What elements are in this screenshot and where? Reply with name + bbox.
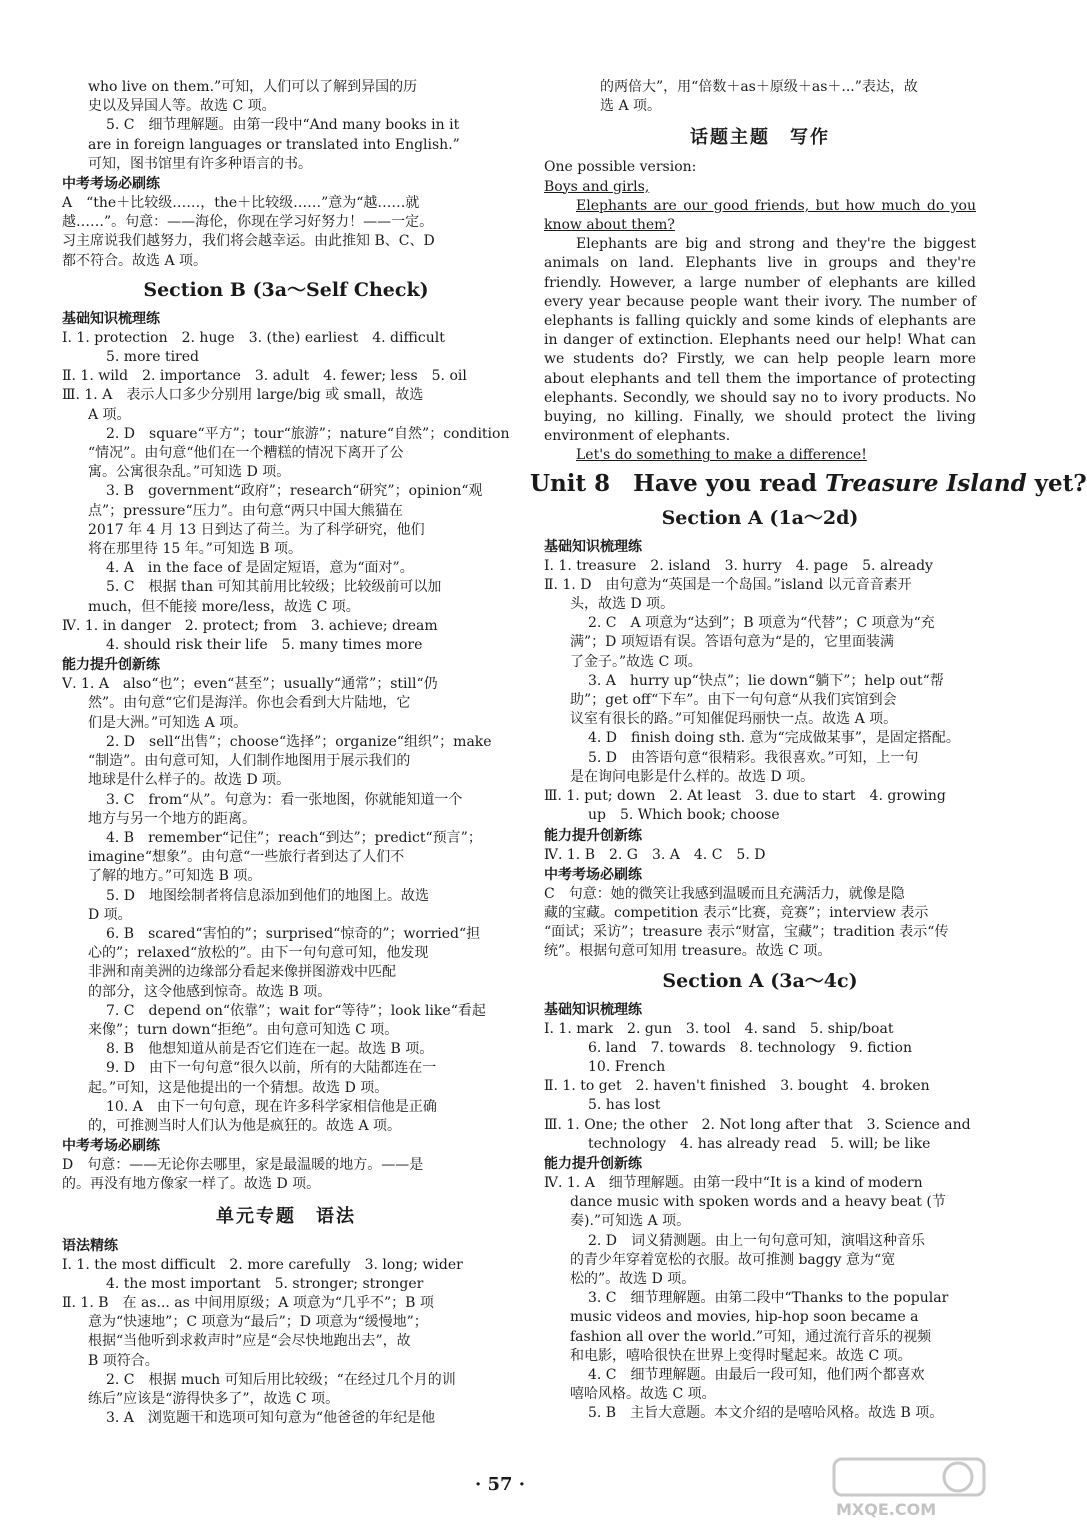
text-line: 5. more tired: [106, 349, 199, 366]
section-heading: 能力提升创新练: [62, 657, 160, 674]
text-line: 了金子。”故选 C 项。: [570, 653, 702, 670]
section-heading: 中考考场必刷练: [544, 866, 642, 883]
text-line: 地球是什么样子的。故选 D 项。: [88, 772, 291, 789]
text-line: 史以及异国人等。故选 C 项。: [88, 98, 276, 115]
text-line: 4. should risk their life 5. many times more: [106, 637, 423, 654]
text-line: Ⅲ. 1. put; down 2. At least 3. due to start 4. growing: [544, 788, 946, 805]
section-heading: 中考考场必刷练: [62, 1138, 160, 1155]
text-line: 松的”。故选 D 项。: [570, 1270, 696, 1287]
text-line: 根据“当他听到求救声时”应是“会尽快地跑出去”，故: [88, 1333, 411, 1350]
text-line: Ⅱ. 1. D 由句意为“英国是一个岛国。”island 以元音音素开: [544, 576, 912, 593]
text-line: “情况”。由句意“他们在一个糟糕的情况下离开了公: [88, 445, 404, 462]
text-line: 心的”；relaxed“放松的”。由下一句句意可知，他发现: [88, 945, 429, 962]
section-heading: 基础知识梳理练: [544, 538, 642, 555]
text-line: 5. D 地图绘制者将信息添加到他们的地图上。故选: [106, 887, 430, 904]
text-line: 头，故选 D 项。: [570, 596, 675, 613]
text-line: 2. D 词义猜测题。由上一句句意可知，演唱这种音乐: [588, 1232, 926, 1249]
section-title: 话题主题 写作: [690, 127, 830, 149]
text-line: Elephants are our good friends, but how much do you know about them?: [544, 197, 976, 234]
text-line: are in foreign languages or translated into English.”: [88, 136, 460, 153]
text-line: 和电影，嘻哈很快在世界上变得时髦起来。故选 C 项。: [570, 1347, 912, 1364]
text-line: up 5. Which book; choose: [588, 807, 780, 824]
section-heading: 中考考场必刷练: [62, 176, 160, 193]
text-line: 4. the most important 5. stronger; stronger: [106, 1275, 424, 1292]
text-line: 了解的地方。”可知选 B 项。: [88, 868, 262, 885]
text-line: dance music with spoken words and a heavy beat (节: [570, 1194, 946, 1211]
text-line: Let's do something to make a difference!: [576, 447, 867, 464]
text-line: 越……”。句意：——海伦，你现在学习好努力！——一定。: [62, 214, 434, 231]
text-line: 3. C 细节理解题。由第二段中“Thanks to the popular: [588, 1290, 949, 1307]
text-line: Ⅰ. 1. the most difficult 2. more carefully 3. long; wider: [62, 1256, 463, 1273]
text-line: Ⅲ. 1. One; the other 2. Not long after that 3. Science and: [544, 1116, 971, 1133]
text-line: 4. C 细节理解题。由最后一段可知，他们两个都喜欢: [588, 1366, 925, 1383]
text-line: B 项符合。: [88, 1352, 159, 1369]
text-line: 4. B remember“记住”；reach“到达”；predict“预言”；: [106, 829, 482, 846]
text-line: One possible version:: [544, 159, 697, 176]
watermark-text: MXQE.COM: [836, 1500, 937, 1519]
text-line: 6. land 7. towards 8. technology 9. fiction: [588, 1039, 912, 1056]
text-line: 5. has lost: [588, 1097, 661, 1114]
text-line: 练后”应该是“游得快多了”，故选 C 项。: [88, 1390, 340, 1407]
text-line: music videos and movies, hip-hop soon became a: [570, 1309, 919, 1326]
section-heading: 语法精练: [62, 1237, 118, 1254]
text-line: 7. C depend on“依靠”；wait for“等待”；look like“看起: [106, 1002, 486, 1019]
text-line: who live on them.”可知，人们可以了解到异国的历: [88, 79, 418, 95]
text-line: Elephants are big and strong and they're the biggest animals on land. Elephants live in groups and they're friendly. However, a large number of elephants are killed every year because people want their ivory. The number of elephants is falling quickly and some kinds of elephants are in danger of extinction. Elephants need our help! What can we students do? Firstly, we can help people learn more about elephants and tell them the importance of protecting elephants. Secondly, we should say no to ivory products. No buying, no killing. Finally, we should protect the living environment of elephants.: [544, 236, 976, 445]
text-line: 10. A 由下一句句意，现在许多科学家相信他是正确: [106, 1098, 437, 1115]
text-line: 起。”可知，这是他提出的一个猜想。故选 D 项。: [88, 1079, 389, 1096]
left-column: [62, 78, 510, 1428]
text-line: 2. D square“平方”；tour“旅游”；nature“自然”；condition: [106, 425, 510, 442]
text-line: 地方与另一个地方的距离。: [88, 810, 256, 827]
section-heading: 能力提升创新练: [544, 827, 642, 844]
section-heading: 能力提升创新练: [544, 1155, 642, 1172]
text-line: Boys and girls,: [544, 178, 650, 195]
text-line: 3. A hurry up“快点”；lie down“躺下”；help out“帮: [588, 672, 944, 689]
text-line: Ⅱ. 1. B 在 as... as 中间用原级；A 项意为“几乎不”；B 项: [62, 1294, 434, 1311]
section-heading: 基础知识梳理练: [62, 310, 160, 327]
text-line: 都不符合。故选 A 项。: [62, 252, 208, 269]
right-column: [530, 78, 1087, 1424]
text-line: 5. C 根据 than 可知其前用比较级；比较级前可以加: [106, 579, 442, 596]
text-line: 的两倍大”，用“倍数＋as＋原级＋as＋...”表达，故: [600, 79, 918, 95]
text-line: Ⅴ. 1. A also“也”；even“甚至”；usually“通常”；still“仍: [62, 676, 438, 693]
text-line: 的青少年穿着宽松的衣服。故可推测 baggy 意为“宽: [570, 1251, 896, 1268]
text-line: 助”；get off“下车”。由下一句句意“从我们宾馆到会: [570, 692, 897, 709]
text-line: 统”。根据句意可知用 treasure。故选 C 项。: [544, 943, 832, 960]
text-line: C 句意：她的微笑让我感到温暖而且充满活力，就像是隐: [544, 885, 905, 902]
section-title: Section A (1a～2d): [661, 506, 859, 529]
text-line: technology 4. has already read 5. will; be like: [588, 1135, 931, 1152]
text-line: fashion all over the world.”可知，通过流行音乐的视频: [570, 1328, 932, 1345]
text-line: 选 A 项。: [600, 98, 662, 115]
text-line: 2017 年 4 月 13 日到达了荷兰。为了科学研究，他们: [88, 521, 425, 538]
text-line: 4. A in the face of 是固定短语，意为“面对”。: [106, 560, 414, 577]
text-line: 5. B 主旨大意题。本文介绍的是嘻哈风格。故选 B 项。: [588, 1405, 944, 1422]
text-line: 们是大洲。”可知选 A 项。: [88, 714, 248, 731]
text-line: 的，可推测当时人们认为他是疯狂的。故选 A 项。: [88, 1117, 402, 1134]
text-line: Ⅰ. 1. treasure 2. island 3. hurry 4. page 5. already: [544, 557, 933, 574]
text-line: 8. B 他想知道从前是否它们连在一起。故选 B 项。: [106, 1041, 434, 1058]
section-title: Section B (3a～Self Check): [143, 278, 429, 301]
text-line: 藏的宝藏。competition 表示“比赛，竞赛”；interview 表示: [544, 904, 929, 921]
text-line: much，但不能接 more/less，故选 C 项。: [88, 598, 360, 615]
text-line: 意为“快速地”；C 项意为“最后”；D 项意为“缓慢地”；: [88, 1314, 428, 1331]
section-title: Section A (3a～4c): [662, 969, 858, 992]
text-line: 5. C 细节理解题。由第一段中“And many books in it: [106, 117, 460, 134]
section-title: 单元专题 语法: [216, 1205, 356, 1227]
text-line: 嘻哈风格。故选 C 项。: [570, 1386, 716, 1403]
text-line: Ⅳ. 1. A 细节理解题。由第一段中“It is a kind of modern: [544, 1174, 923, 1191]
text-line: 将在那里待 15 年。”可知选 B 项。: [88, 541, 303, 558]
text-line: 6. B scared“害怕的”；surprised“惊奇的”；worried“担: [106, 925, 481, 942]
text-line: 2. C 根据 much 可知后用比较级；“在经过几个月的训: [106, 1371, 456, 1388]
text-line: 非洲和南美洲的边缘部分看起来像拼图游戏中匹配: [88, 964, 396, 981]
text-line: Ⅳ. 1. B 2. G 3. A 4. C 5. D: [544, 846, 766, 863]
text-line: 奏).”可知选 A 项。: [570, 1213, 691, 1230]
text-line: 来像”；turn down“拒绝”。由句意可知选 C 项。: [88, 1021, 399, 1038]
text-line: 4. D finish doing sth. 意为“完成做某事”，是固定搭配。: [588, 730, 960, 747]
text-line: 点”；pressure“压力”。由句意“两只中国大熊猫在: [88, 502, 403, 519]
text-line: D 项。: [88, 906, 132, 923]
text-line: 满”；D 项短语有误。答语句意为“是的，它里面装满: [570, 634, 894, 651]
text-line: 然”。由句意“它们是海洋。你也会看到大片陆地，它: [88, 695, 411, 712]
text-line: 9. D 由下一句句意“很久以前，所有的大陆都连在一: [106, 1060, 437, 1077]
text-line: Ⅰ. 1. protection 2. huge 3. (the) earliest 4. difficult: [62, 329, 445, 346]
text-line: 2. C A 项意为“达到”；B 项意为“代替”；C 项意为“充: [588, 615, 935, 632]
text-line: 3. C from“从”。句意为：看一张地图，你就能知道一个: [106, 791, 463, 808]
section-heading: 基础知识梳理练: [544, 1001, 642, 1018]
text-line: “制造”。由句意可知，人们制作地图用于展示我们的: [88, 753, 411, 770]
text-line: A “the＋比较级……，the＋比较级……”意为“越……就: [62, 195, 420, 212]
text-line: 2. D sell“出售”；choose“选择”；organize“组织”；make: [106, 733, 492, 750]
text-line: 是在询问电影是什么样的。故选 D 项。: [570, 768, 815, 785]
text-line: A 项。: [88, 406, 131, 423]
text-line: 的。再没有地方像家一样了。故选 D 项。: [62, 1176, 321, 1193]
page-number: · 57 ·: [474, 1474, 526, 1495]
text-line: 3. B government“政府”；research“研究”；opinion“观: [106, 483, 483, 500]
text-line: imagine“想象”。由句意“一些旅行者到达了人们不: [88, 849, 405, 866]
text-line: 3. A 浏览题干和选项可知句意为“他爸爸的年纪是他: [106, 1410, 436, 1427]
watermark-logo: [830, 1455, 990, 1521]
text-line: Ⅰ. 1. mark 2. gun 3. tool 4. sand 5. ship/boat: [544, 1020, 894, 1037]
text-line: 寓。公寓很杂乱。”可知选 D 项。: [88, 464, 291, 481]
text-line: 议室有很长的路。”可知催促玛丽快一点。故选 A 项。: [570, 711, 898, 728]
text-line: 的部分，这令他感到惊奇。故选 B 项。: [88, 983, 332, 1000]
text-line: Ⅱ. 1. wild 2. importance 3. adult 4. fewer; less 5. oil: [62, 368, 467, 385]
text-line: 习主席说我们越努力，我们将会越幸运。由此推知 B、C、D: [62, 233, 435, 250]
section-title: Unit 8 Have you read Treasure Island yet?: [530, 469, 1087, 497]
text-line: Ⅲ. 1. A 表示人口多少分别用 large/big 或 small，故选: [62, 387, 424, 404]
text-line: Ⅳ. 1. in danger 2. protect; from 3. achieve; dream: [62, 617, 438, 634]
text-line: 5. D 由答语句意“很精彩。我很喜欢。”可知，上一句: [588, 749, 919, 766]
text-line: 10. French: [588, 1058, 666, 1075]
text-line: “面试；采访”；treasure 表示“财富，宝藏”；tradition 表示“传: [544, 924, 949, 941]
text-line: 可知，图书馆里有许多种语言的书。: [88, 155, 312, 172]
text-line: D 句意：——无论你去哪里，家是最温暖的地方。——是: [62, 1157, 424, 1174]
text-line: Ⅱ. 1. to get 2. haven't finished 3. bought 4. broken: [544, 1078, 930, 1095]
